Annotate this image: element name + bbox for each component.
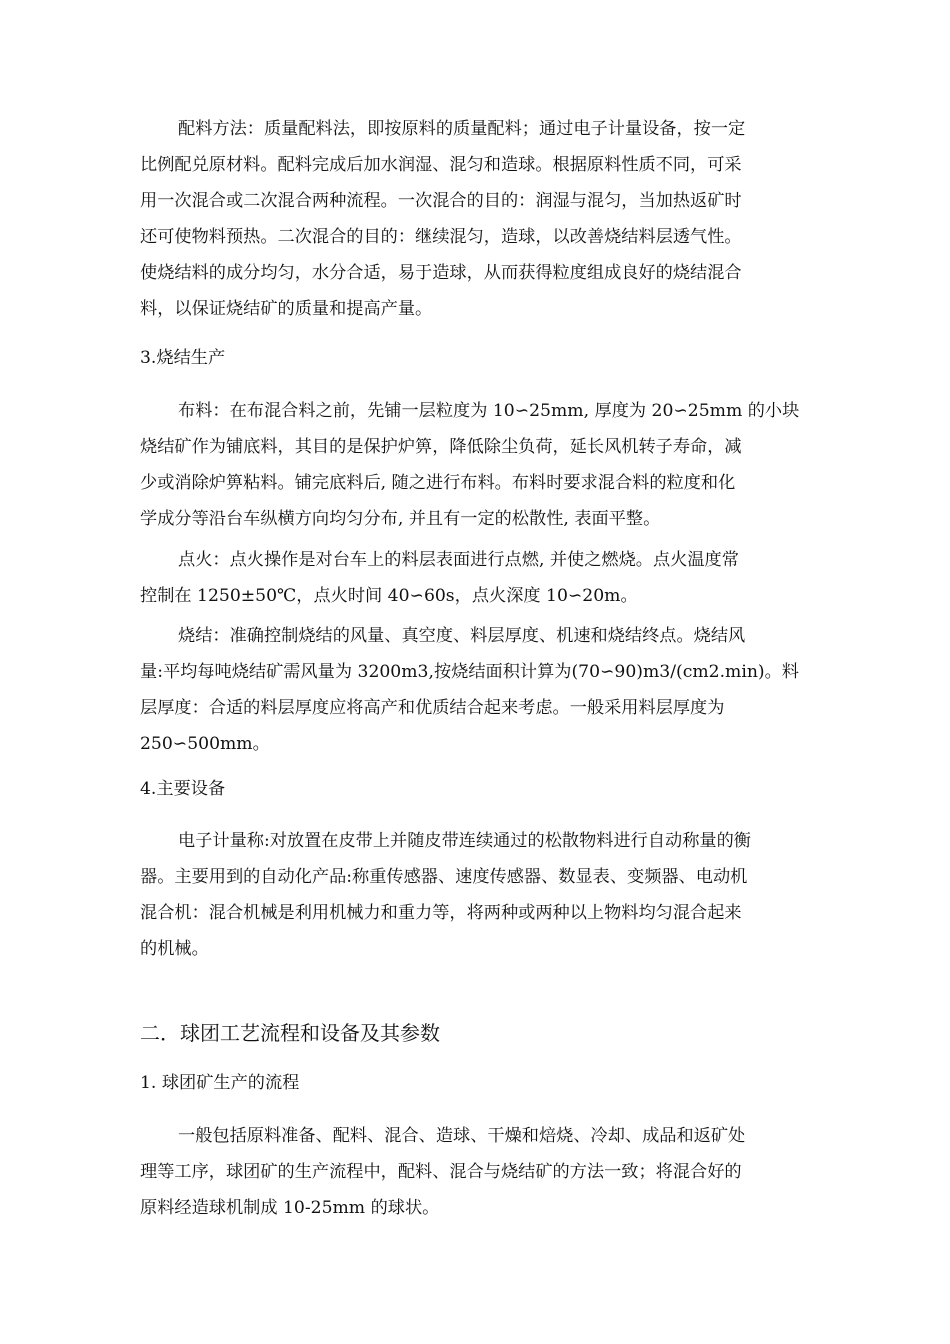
para-line: 器。主要用到的自动化产品:称重传感器、速度传感器、数显表、变频器、电动机 [140,867,748,887]
para-line: 原料经造球机制成 10-25mm 的球状。 [140,1198,440,1218]
para-line: 使烧结料的成分均匀，水分合适，易于造球，从而获得粒度组成良好的烧结混合 [140,263,742,283]
section-heading: 4.主要设备 [140,779,226,799]
subsection-heading: 1. 球团矿生产的流程 [140,1073,300,1093]
para-line: 点火：点火操作是对台车上的料层表面进行点燃, 并使之燃烧。点火温度常 [178,550,739,570]
para-line: 比例配兑原材料。配料完成后加水润湿、混匀和造球。根据原料性质不同，可采 [140,155,742,175]
para-line: 配料方法：质量配料法，即按原料的质量配料；通过电子计量设备，按一定 [178,119,746,139]
para-line: 的机械。 [140,939,209,959]
para-line: 还可使物料预热。二次混合的目的：继续混匀，造球，以改善烧结料层透气性。 [140,227,742,247]
para-line: 学成分等沿台车纵横方向均匀分布, 并且有一定的松散性, 表面平整。 [140,509,661,529]
para-line: 用一次混合或二次混合两种流程。一次混合的目的：润湿与混匀，当加热返矿时 [140,191,742,211]
para-line: 料，以保证烧结矿的质量和提高产量。 [140,299,433,319]
para-line: 电子计量称:对放置在皮带上并随皮带连续通过的松散物料进行自动称量的衡 [178,831,751,851]
para-line: 烧结矿作为铺底料，其目的是保护炉箅，降低除尘负荷，延长风机转子寿命，减 [140,437,742,457]
para-line: 量:平均每吨烧结矿需风量为 3200m3,按烧结面积计算为(70∽90)m3/(cm2.min)。料 [140,662,799,682]
para-line: 少或消除炉箅粘料。铺完底料后, 随之进行布料。布料时要求混合料的粒度和化 [140,473,736,493]
para-line: 混合机：混合机械是利用机械力和重力等，将两种或两种以上物料均匀混合起来 [140,903,742,923]
para-line: 理等工序，球团矿的生产流程中，配料、混合与烧结矿的方法一致；将混合好的 [140,1162,742,1182]
para-line: 布料：在布混合料之前，先铺一层粒度为 10∽25mm, 厚度为 20∽25mm 的小块 [178,401,800,421]
para-line: 控制在 1250±50℃，点火时间 40∽60s，点火深度 10∽20m。 [140,586,638,606]
para-line: 一般包括原料准备、配料、混合、造球、干燥和焙烧、冷却、成品和返矿处 [178,1126,746,1146]
section-heading: 3.烧结生产 [140,348,226,368]
para-line: 烧结：准确控制烧结的风量、真空度、料层厚度、机速和烧结终点。烧结风 [178,626,746,646]
para-line: 层厚度：合适的料层厚度应将高产和优质结合起来考虑。一般采用料层厚度为 [140,698,725,718]
para-line: 250∽500mm。 [140,734,270,754]
chapter-title: 二．球团工艺流程和设备及其参数 [140,1021,440,1045]
